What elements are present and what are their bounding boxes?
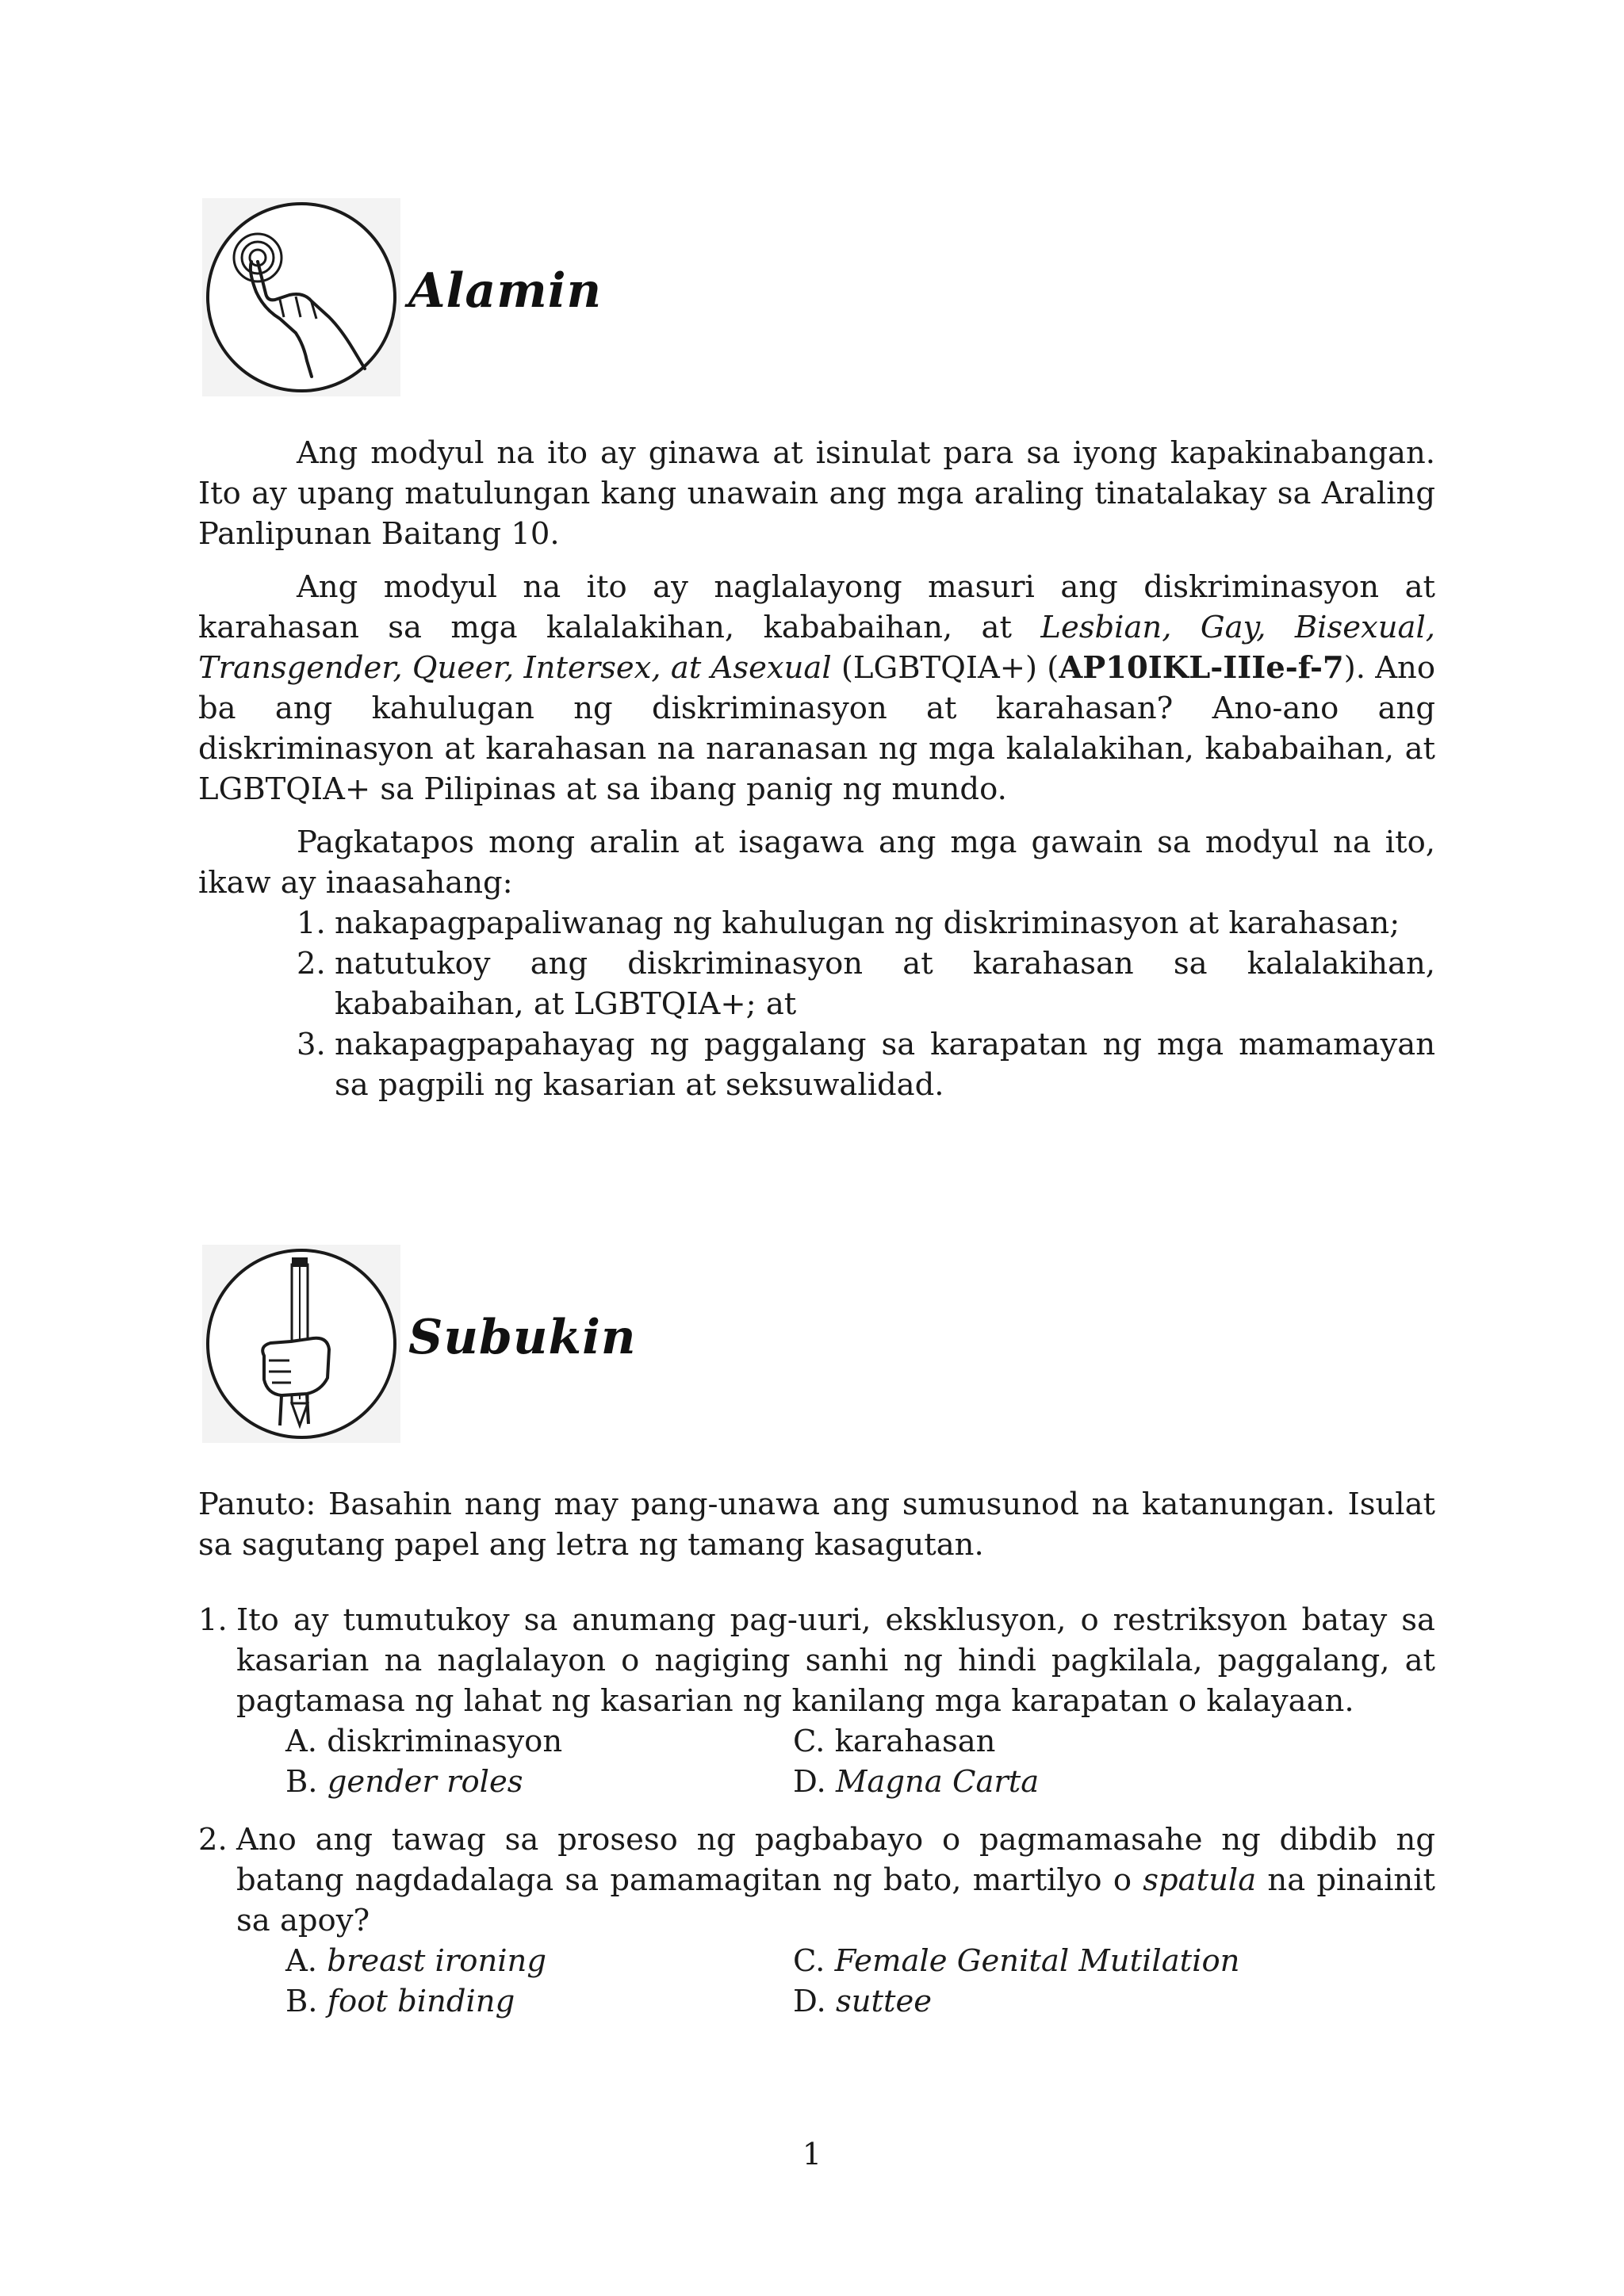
question-text-a: Ano ang tawag sa proseso ng pagbabayo o pagmamasahe ng dibdib ng batang nagdadalaga sa pamamagitan ng bato, martilyo o (236, 1822, 1435, 1898)
choice-letter: C. (793, 1943, 825, 1979)
question-1 (198, 1600, 1435, 1802)
question-text-b: na pinainit sa apoy? (236, 1862, 1436, 1938)
choices (285, 1721, 1435, 1802)
section-title-alamin: Alamin (408, 263, 603, 319)
hand-pointing-icon (202, 198, 400, 396)
choice-letter: D. (793, 1984, 826, 2019)
subukin-instructions: Panuto: Basahin nang may pang-unawa ang sumusunod na katanungan. Isulat sa sagutang papel ang letra ng tamang kasagutan. (198, 1487, 1435, 1563)
alamin-body (198, 433, 1435, 1105)
choice-b (285, 1762, 793, 1802)
choice-letter: C. (793, 1724, 825, 1759)
section-title-subukin: Subukin (408, 1310, 637, 1365)
alamin-p2-text-c: ). Ano ba ang kahulugan ng diskriminasyon at karahasan? Ano-ano ang diskriminasyon at karahasan na naranasan ng mga kalalakihan, kababaihan, at LGBTQIA+ sa Pilipinas at sa ibang panig ng mundo. (198, 650, 1435, 807)
objective-item (198, 903, 1435, 943)
alamin-paragraph-3: Pagkatapos mong aralin at isagawa ang mga gawain sa modyul na ito, ikaw ay inaasahang: (198, 825, 1435, 901)
alamin-paragraph-2 (198, 567, 1435, 809)
objective-number: 3. (297, 1027, 326, 1062)
choice-text: karahasan (834, 1724, 996, 1759)
choice-letter: B. (285, 1984, 318, 2019)
choice-a (285, 1941, 793, 1981)
objective-text: nakapagpapaliwanag ng kahulugan ng diskriminasyon at karahasan; (335, 905, 1400, 941)
question-text (236, 1820, 1435, 1941)
choice-letter: A. (285, 1943, 318, 1979)
alamin-paragraph-1: Ang modyul na ito ay ginawa at isinulat para sa iyong kapakinabangan. Ito ay upang matulungan kang unawain ang mga araling tinatalakay sa Araling Panlipunan Baitang 10. (198, 435, 1435, 552)
objective-item (198, 1024, 1435, 1105)
choice-d (793, 1762, 1300, 1802)
hand-holding-pencil-icon (202, 1245, 400, 1443)
objective-text: natutukoy ang diskriminasyon at karahasan sa kalalakihan, kababaihan, at LGBTQIA+; at (335, 946, 1435, 1022)
choice-c (793, 1941, 1300, 1981)
question-2 (198, 1820, 1435, 2022)
choice-letter: D. (793, 1764, 826, 1800)
choice-text: diskriminasyon (327, 1724, 563, 1759)
choice-text: foot binding (327, 1984, 515, 2019)
choice-text: suttee (835, 1984, 933, 2019)
question-number: 1. (198, 1602, 228, 1638)
lgbtqia-terms: Lesbian, Gay, Bisexual, Transgender, Queer, Intersex, at Asexual (198, 610, 1435, 686)
choice-text: breast ironing (327, 1943, 546, 1979)
subukin-body (198, 1484, 1435, 2039)
page-number: 1 (802, 2137, 822, 2172)
choice-a (285, 1721, 793, 1762)
choice-text: Magna Carta (835, 1764, 1040, 1800)
competency-code: AP10IKL-IIIe-f-7 (1059, 650, 1344, 686)
question-text: Ito ay tumutukoy sa anumang pag-uuri, eksklusyon, o restriksyon batay sa kasarian na naglalayon o nagiging sanhi ng hindi pagkilala, paggalang, at pagtamasa ng lahat ng kasarian ng kanilang mga karapatan o kalayaan. (236, 1602, 1435, 1719)
choice-text: gender roles (327, 1764, 523, 1800)
alamin-p2-text-b: (LGBTQIA+) ( (831, 650, 1059, 686)
subukin-header (202, 1245, 1471, 1443)
choice-letter: A. (285, 1724, 318, 1759)
question-text-italic: spatula (1143, 1862, 1257, 1898)
objective-text: nakapagpapahayag ng paggalang sa karapatan ng mga mamamayan sa pagpili ng kasarian at seksuwalidad. (335, 1027, 1435, 1103)
choices (285, 1941, 1435, 2022)
alamin-header (202, 198, 1471, 396)
choice-d (793, 1981, 1300, 2022)
alamin-p2-text-a: Ang modyul na ito ay naglalayong masuri ang diskriminasyon at karahasan sa mga kalalakihan, kababaihan, at (198, 569, 1435, 645)
objective-number: 2. (297, 946, 326, 982)
question-number: 2. (198, 1822, 228, 1858)
choice-letter: B. (285, 1764, 318, 1800)
choice-b (285, 1981, 793, 2022)
objective-item (198, 943, 1435, 1024)
objectives-list (198, 903, 1435, 1105)
choice-c (793, 1721, 1300, 1762)
choice-text: Female Genital Mutilation (834, 1943, 1240, 1979)
objective-number: 1. (297, 905, 326, 941)
